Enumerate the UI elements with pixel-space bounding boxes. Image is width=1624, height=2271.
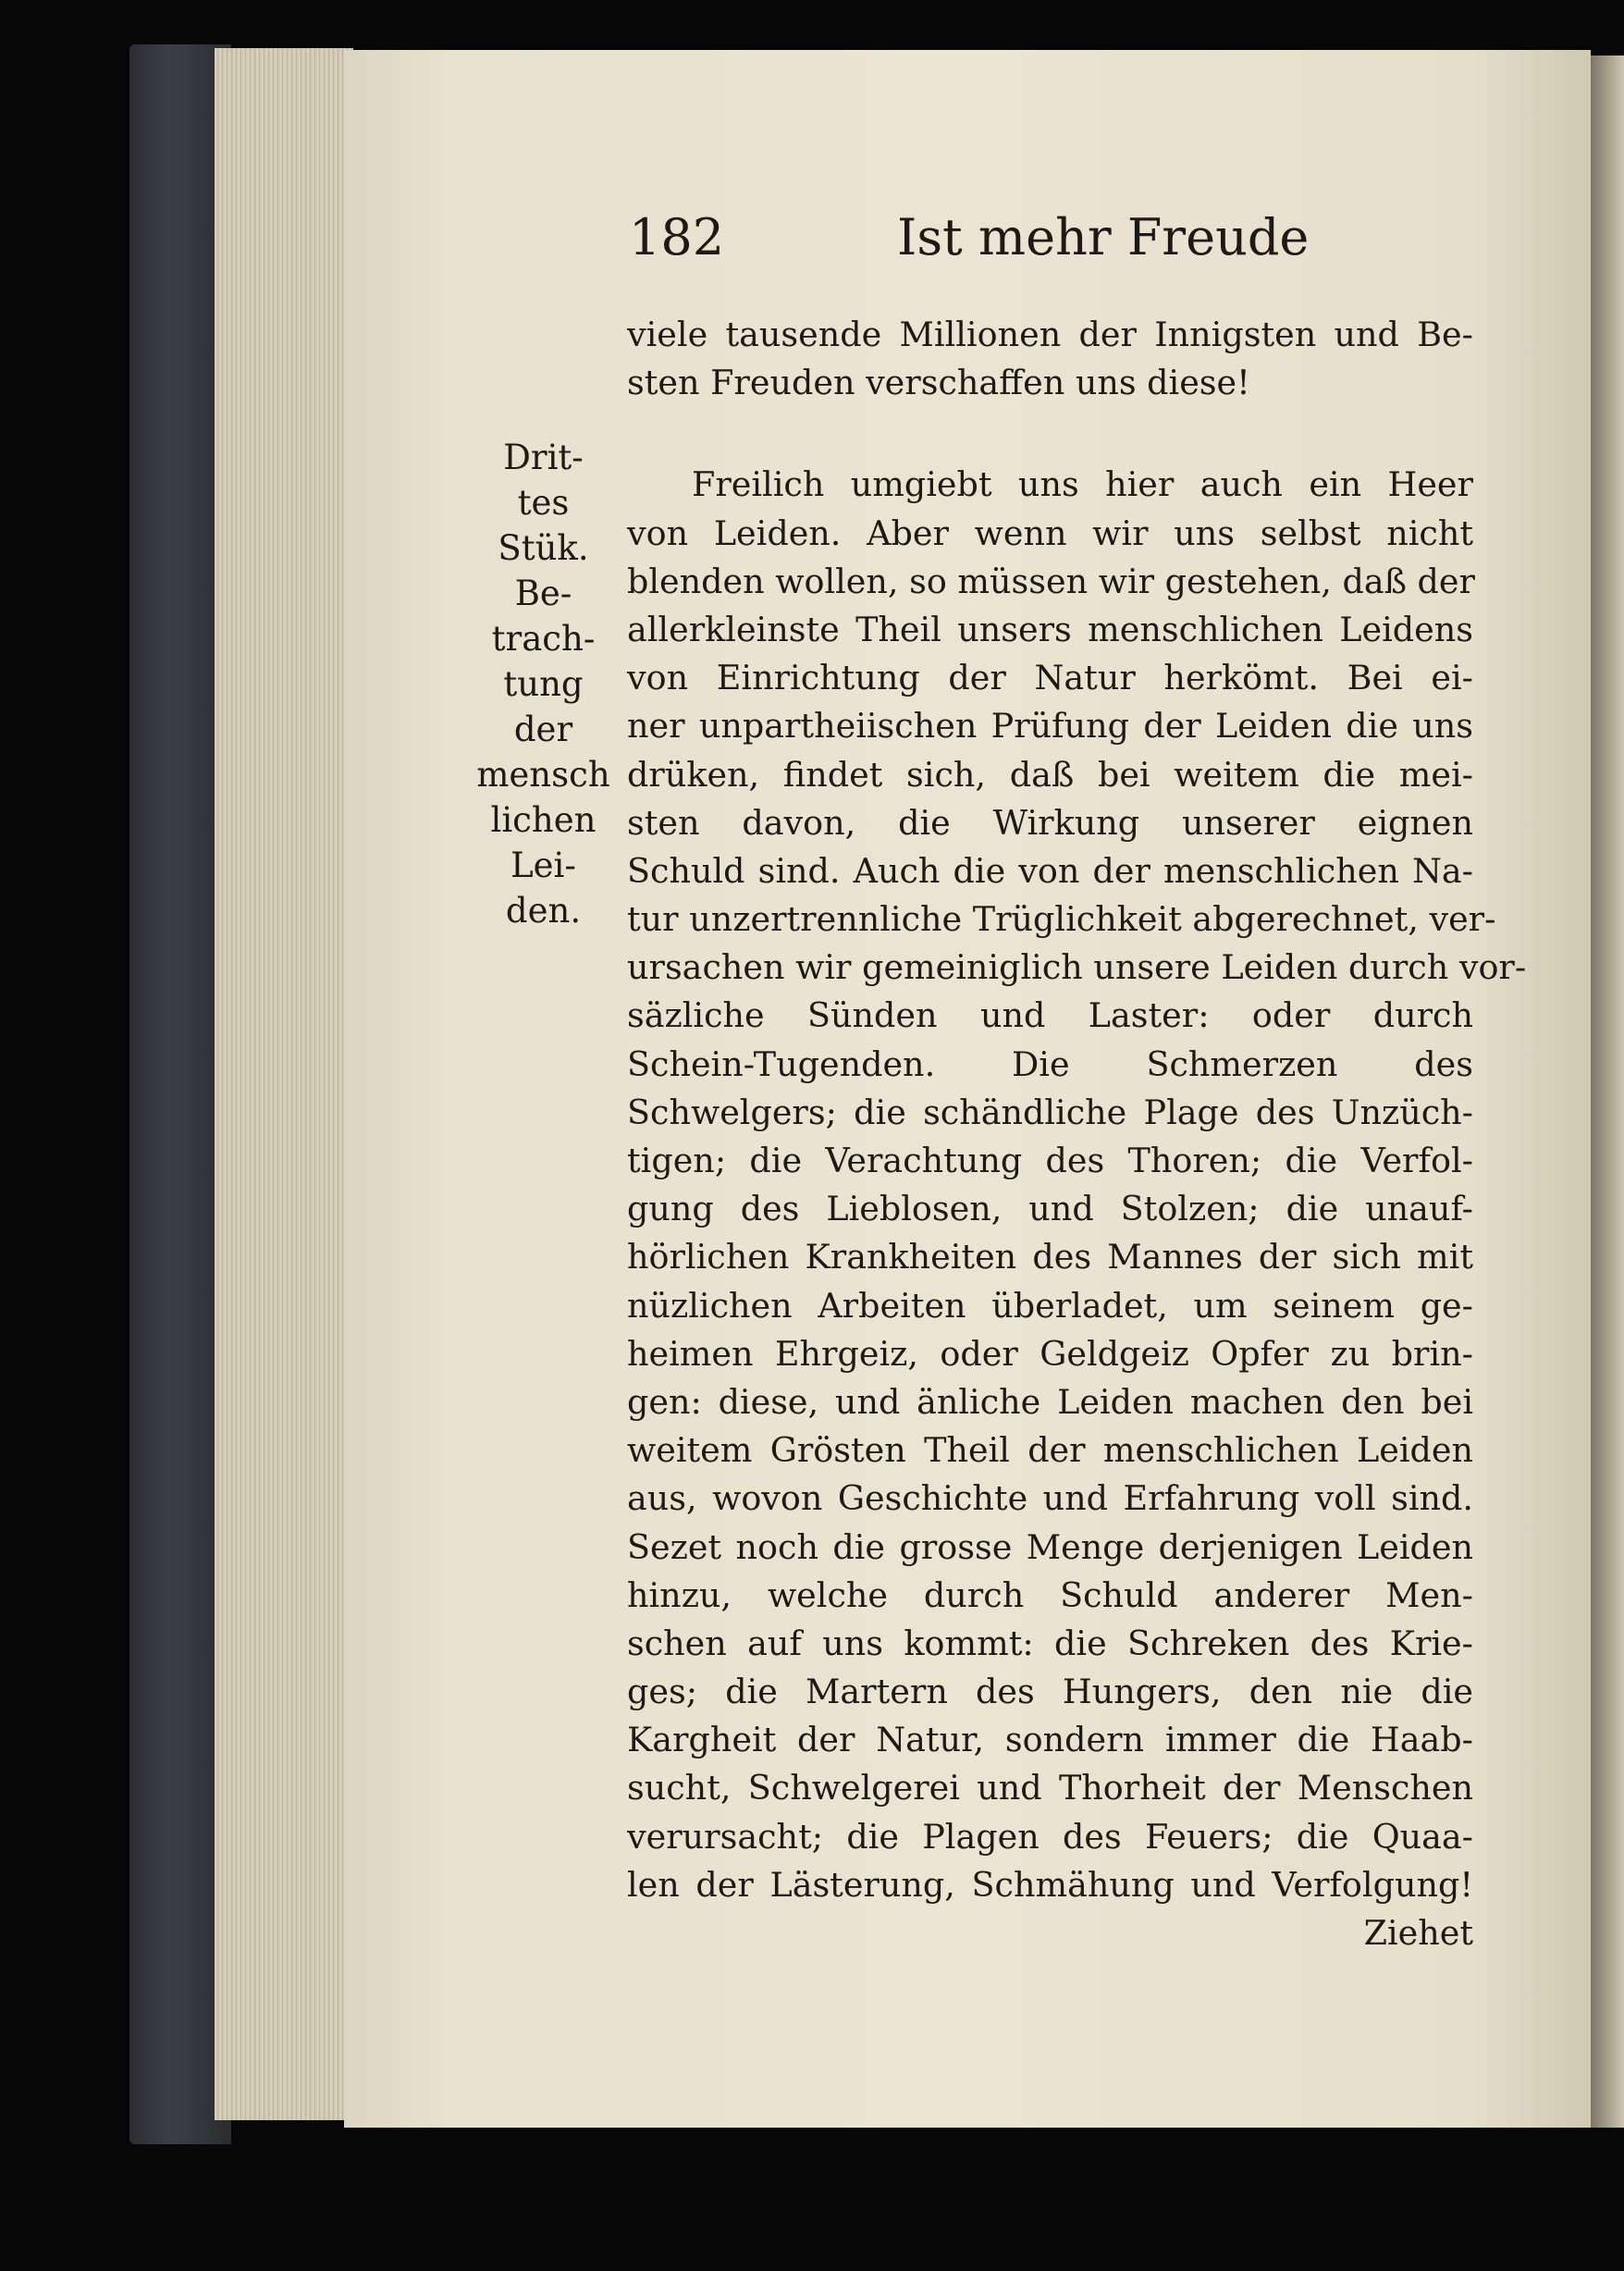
text-line: sucht, Schwelgerei und Thorheit der Menschen [627,1768,1473,1808]
text-line: säzliche Sünden und Laster: oder durch [627,995,1473,1036]
text-line: Schein-Tugenden. Die Schmerzen des [627,1043,1473,1084]
margin-note-line: tung [503,664,584,704]
margin-note-line: tes [517,483,570,523]
text-line: allerkleinste Theil unsers menschlichen Leidens [627,609,1473,649]
text-line: ursachen wir gemeiniglich unsere Leiden durch vor- [627,947,1527,988]
text-line: len der Lästerung, Schmähung und Verfolgung! [627,1864,1473,1905]
body-text [627,311,1527,1957]
catchword: Ziehet [1363,1913,1473,1953]
margin-note-line: Drit- [503,438,584,477]
margin-note-line: der [513,710,573,749]
text-line: tigen; die Verachtung des Thoren; die Verfol- [627,1141,1473,1180]
text-line: weitem Grösten Theil der menschlichen Leiden [627,1430,1473,1471]
text-line: blenden wollen, so müssen wir gestehen, daß der [627,561,1475,601]
text-line: schen auf uns kommt: die Schreken des Krie- [627,1623,1473,1663]
text-line: ner unpartheiischen Prüfung der Leiden die uns [627,706,1473,747]
text-line: von Einrichtung der Natur herkömt. Bei ei- [627,658,1473,698]
text-line: drüken, findet sich, daß bei weitem die mei- [627,754,1473,795]
text-line: ges; die Martern des Hungers, den nie die [627,1672,1473,1712]
text-line: viele tausende Millionen der Innigsten und Be- [627,315,1473,354]
text-line: verursacht; die Plagen des Feuers; die Quaa- [627,1816,1473,1857]
paragraph-gap [627,407,1473,461]
text-line: hörlichen Krankheiten des Mannes der sich mit [627,1237,1473,1277]
margin-note-line: Be- [514,574,572,613]
page-stack-edges [215,48,353,2120]
text-line: Schwelgers; die schändliche Plage des Unzüch- [627,1092,1473,1132]
text-line: sten davon, die Wirkung unserer eignen [627,802,1473,843]
text-line: hinzu, welche durch Schuld anderer Men- [627,1574,1473,1615]
margin-note-line: mensch [476,755,610,795]
text-line: Sezet noch die grosse Menge derjenigen Leiden [627,1526,1473,1567]
text-line: Kargheit der Natur, sondern immer die Haab- [627,1720,1473,1760]
margin-note-line: lichen [490,800,597,840]
marginal-note [462,435,624,933]
text-line: von Leiden. Aber wenn wir uns selbst nicht [627,512,1473,553]
margin-note-line: Stük. [498,528,589,568]
text-line: aus, wovon Geschichte und Erfahrung voll sind. [627,1478,1473,1519]
text-line: Freilich umgiebt uns hier auch ein Heer [692,464,1473,505]
text-line: gen: diese, und änliche Leiden machen den bei [627,1381,1473,1422]
text-line: nüzlichen Arbeiten überladet, um seinem ge- [627,1285,1473,1326]
text-line: Schuld sind. Auch die von der menschlichen Na- [627,850,1473,891]
margin-note-line: den. [505,891,582,931]
margin-note-line: Lei- [511,845,576,885]
running-title: Ist mehr Freude [897,208,1310,266]
page-number: 182 [629,208,725,266]
text-line: heimen Ehrgeiz, oder Geldgeiz Opfer zu brin- [627,1333,1473,1374]
facing-page-edge [1591,56,1624,2128]
text-line: sten Freuden verschaffen uns diese! [627,363,1250,403]
text-line: gung des Lieblosen, und Stolzen; die unauf- [627,1189,1473,1229]
text-line: tur unzertrennliche Trüglichkeit abgerechnet, ver- [627,899,1496,940]
margin-note-line: trach- [491,619,596,659]
